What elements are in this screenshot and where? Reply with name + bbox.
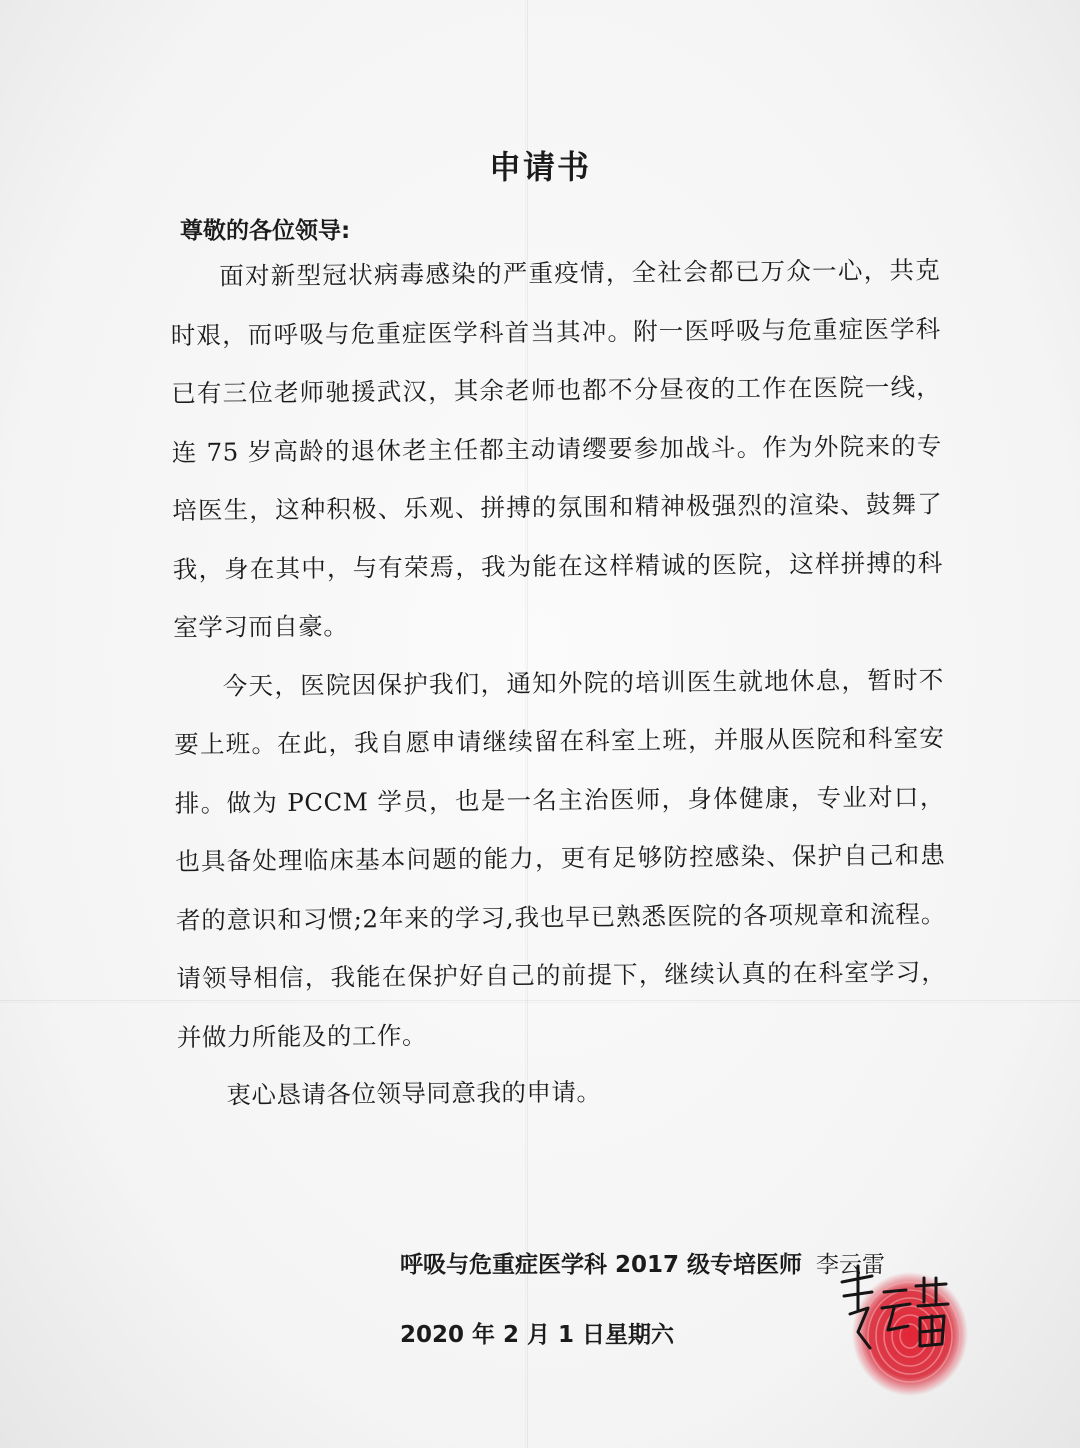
signature-department: 呼吸与危重症医学科 2017 级专培医师	[400, 1252, 803, 1278]
document-title: 申请书	[488, 148, 591, 186]
salutation: 尊敬的各位领导:	[180, 218, 351, 244]
letter-body	[170, 241, 948, 1125]
signature-line	[400, 1230, 885, 1300]
paragraph-1: 面对新型冠状病毒感染的严重疫情，全社会都已万众一心，共克时艰，而呼吸与危重症医学科首当其冲。附一医呼吸与危重症医学科已有三位老师驰援武汉，其余老师也都不分昼夜的工作在医院一线，连 75 岁高龄的退休老主任都主动请缨要参加战斗。作为外院来的专培医生，这种积极、乐观、拼搏的氛围和精神极强烈的渲染、鼓舞了我，身在其中，与有荣焉，我为能在这样精诚的医院，这样拼搏的科室学习而自豪。	[170, 255, 943, 642]
paragraph-closing: 衷心恳请各位领导同意我的申请。	[226, 1077, 602, 1110]
signature-date: 2020 年 2 月 1 日星期六	[400, 1322, 675, 1348]
handwritten-signature-icon	[828, 1252, 958, 1372]
paragraph-2: 今天，医院因保护我们，通知外院的培训医生就地休息，暂时不要上班。在此，我自愿申请继续留在科室上班，并服从医院和科室安排。做为 PCCM 学员，也是一名主治医师，身体健康，专业对口，也具备处理临床基本问题的能力，更有足够防控感染、保护自己和患者的意识和习惯;2年来的学习,我也早已熟悉医院的各项规章和流程。请领导相信，我能在保护好自己的前提下，继续认真的在科室学习，并做力所能及的工作。	[174, 664, 947, 1052]
signature-block	[400, 1230, 885, 1370]
signature-name: 李云雷	[816, 1252, 886, 1278]
